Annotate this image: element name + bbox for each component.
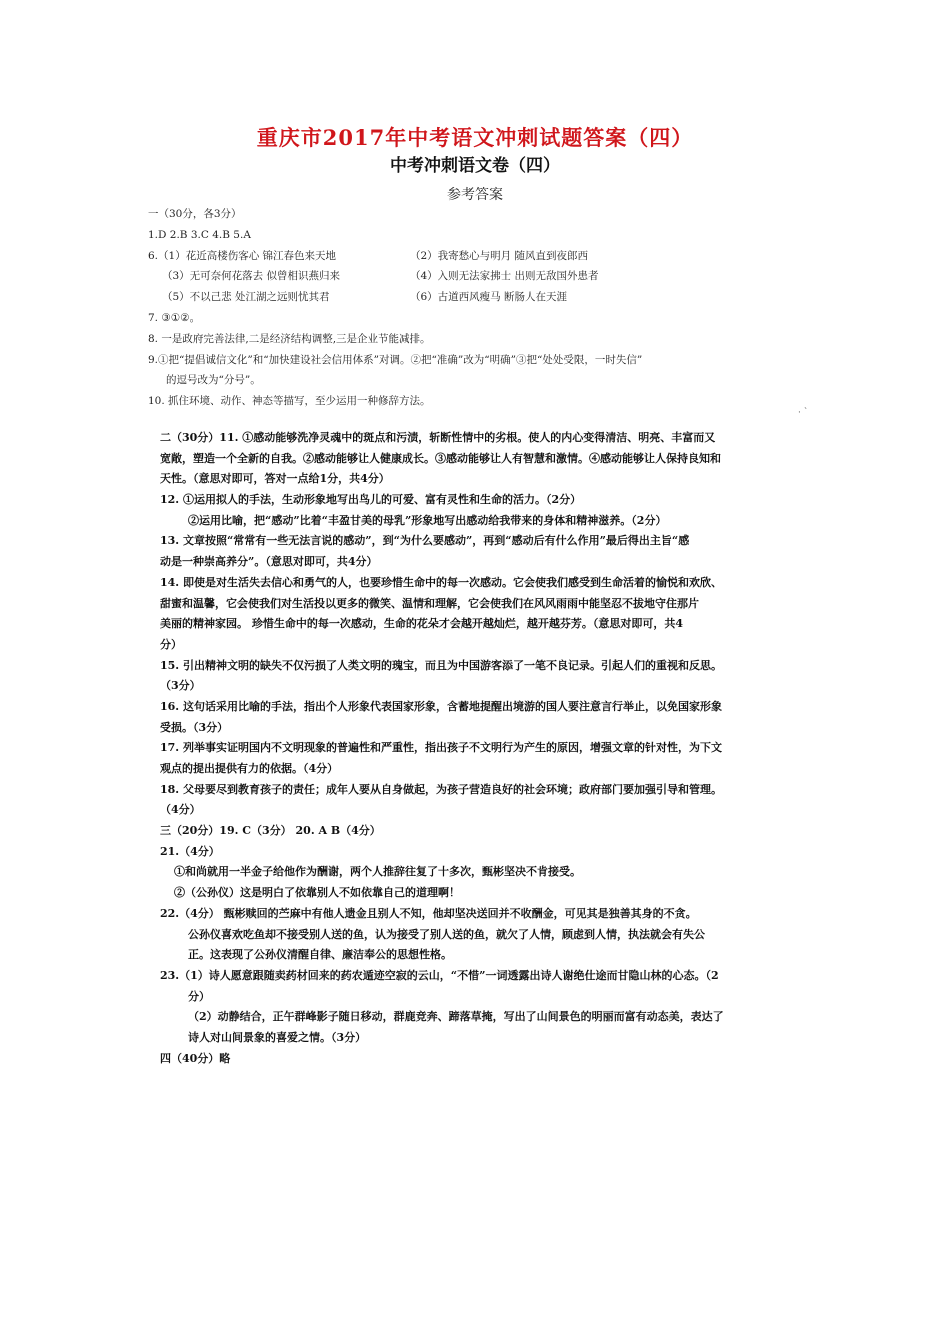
answer-line: 受损。（3分）: [160, 720, 229, 734]
part-one-answers: [148, 204, 848, 412]
part-one-header: 一（30分，各3分）: [148, 208, 242, 220]
mc-answers: 1.D 2.B 3.C 4.B 5.A: [148, 228, 251, 241]
q6-right-3: （6）古道西风瘦马 断肠人在天涯: [410, 291, 568, 304]
answer-line: （3分）: [160, 679, 201, 693]
answer-line: 公孙仪喜欢吃鱼却不接受别人送的鱼，认为接受了别人送的鱼，就欠了人情，顾虑到人情，执法就会有失公: [188, 927, 705, 941]
q10-answer: 10. 抓住环境、动作、神态等描写，至少运用一种修辞方法。: [148, 395, 431, 408]
answer-line: 18. 父母要尽到教育孩子的责任；成年人要从自身做起，为孩子营造良好的社会环境；政府部门要加强引导和管理。: [160, 782, 722, 796]
answer-line: 二（30分）11. ①感动能够洗净灵魂中的斑点和污渍，斩断性情中的劣根。使人的内心变得清洁、明亮、丰富而又: [160, 431, 716, 444]
answer-heading: 参考答案: [447, 187, 503, 203]
answer-line: 观点的提出提供有力的依据。（4分）: [160, 762, 339, 775]
answer-line: ②运用比喻，把“感动”比着“丰盈甘美的母乳”形象地写出感动给我带来的身体和精神滋养。（2分）: [188, 513, 667, 527]
answer-line: ①和尚就用一半金子给他作为酬谢，两个人推辞往复了十多次，甄彬坚决不肯接受。: [174, 865, 581, 879]
answer-line: 分）: [188, 989, 210, 1003]
q6-left-1: 6.（1）花近高楼伤客心 锦江春色来天地: [148, 249, 337, 262]
answer-line: 天性。（意思对即可，答对一点给1分，共4分）: [160, 472, 390, 486]
answer-line: 14. 即使是对生活失去信心和勇气的人，也要珍惜生命中的每一次感动。它会使我们感受到生命活着的愉悦和欢欣、: [160, 575, 722, 589]
answer-line: 22.（4分） 甄彬赎回的苎麻中有他人遗金且别人不知，他却坚决送回并不收酬金，可见其是独善其身的不贪。: [160, 906, 697, 920]
answer-line: （4分）: [160, 803, 201, 817]
document-title: 重庆市2017年中考语文冲刺试题答案（四）: [256, 125, 694, 150]
answer-line: 23.（1）诗人愿意跟随卖药材回来的药农遁迹空寂的云山，“不惜”一词透露出诗人谢绝仕途而甘隐山林的心态。（2: [160, 968, 719, 982]
answer-line: 分）: [160, 637, 182, 651]
answer-line: ②（公孙仪）这是明白了依靠别人不如依靠自己的道理啊！: [174, 886, 460, 900]
q6-right-1: （2）我寄愁心与明月 随风直到夜郎西: [410, 249, 589, 262]
document-subtitle: 中考冲刺语文卷（四）: [390, 156, 560, 176]
answer-line: 13. 文章按照“常常有一些无法言说的感动”，到“为什么要感动”，再到“感动后有什么作用”最后得出主旨“感: [160, 534, 690, 548]
answer-line: 动是一种崇高养分”。（意思对即可，共4分）: [160, 555, 378, 569]
answer-line: 甜蜜和温馨，它会使我们对生活投以更多的微笑、温情和理解，它会使我们在风风雨雨中能坚忍不拔地守住那片: [160, 596, 699, 610]
answer-line: 17. 列举事实证明国内不文明现象的普遍性和严重性，指出孩子不文明行为产生的原因，增强文章的针对性，为下文: [160, 741, 722, 755]
scan-mark: · ˋ: [798, 408, 809, 418]
q6-left-2: （3）无可奈何花落去 似曾相识燕归来: [162, 270, 341, 283]
q8-answer: 8. 一是政府完善法律,二是经济结构调整,三是企业节能减排。: [148, 332, 431, 345]
part-two-to-four-answers: [160, 428, 800, 1069]
answer-line: 12. ①运用拟人的手法，生动形象地写出鸟儿的可爱、富有灵性和生命的活力。（2分）: [160, 493, 582, 507]
answer-line: 三（20分）19. C（3分） 20. A B（4分）: [160, 824, 381, 838]
answer-line: 正。这表现了公孙仪清醒自律、廉洁奉公的思想性格。: [188, 948, 452, 962]
answer-line: 15. 引出精神文明的缺失不仅污损了人类文明的瑰宝，而且为中国游客添了一笔不良记录。引起人们的重视和反思。: [160, 658, 722, 672]
answer-line: （2）动静结合，正午群峰影子随日移动，群鹿竞奔、蹄落草掩，写出了山间景色的明丽而富有动态美，表达了: [188, 1010, 724, 1024]
q6-right-2: （4）入则无法家拂士 出则无敌国外患者: [410, 270, 599, 283]
q9-answer-line2: 的逗号改为“分号”。: [166, 374, 261, 387]
q9-answer-line1: 9.①把“提倡诚信文化”和“加快建设社会信用体系”对调。②把“准确”改为“明确”③把“处处受限，一时失信”: [148, 353, 643, 366]
answer-line: 四（40分）略: [160, 1051, 231, 1065]
answer-line: 宽敞，塑造一个全新的自我。②感动能够让人健康成长。③感动能够让人有智慧和激情。④感动能够让人保持良知和: [160, 451, 721, 465]
answer-line: 16. 这句话采用比喻的手法，指出个人形象代表国家形象，含蓄地提醒出境游的国人要注意言行举止，以免国家形象: [160, 699, 722, 713]
answer-line: 美丽的精神家园。 珍惜生命中的每一次感动，生命的花朵才会越开越灿烂，越开越芬芳。（意思对即可，共4: [160, 617, 683, 631]
answer-line: 诗人对山间景象的喜爱之情。（3分）: [188, 1030, 367, 1044]
answer-line: 21.（4分）: [160, 844, 220, 858]
q6-left-3: （5）不以己悲 处江湖之远则忧其君: [162, 291, 330, 304]
q7-answer: 7. ③①②。: [148, 311, 201, 324]
